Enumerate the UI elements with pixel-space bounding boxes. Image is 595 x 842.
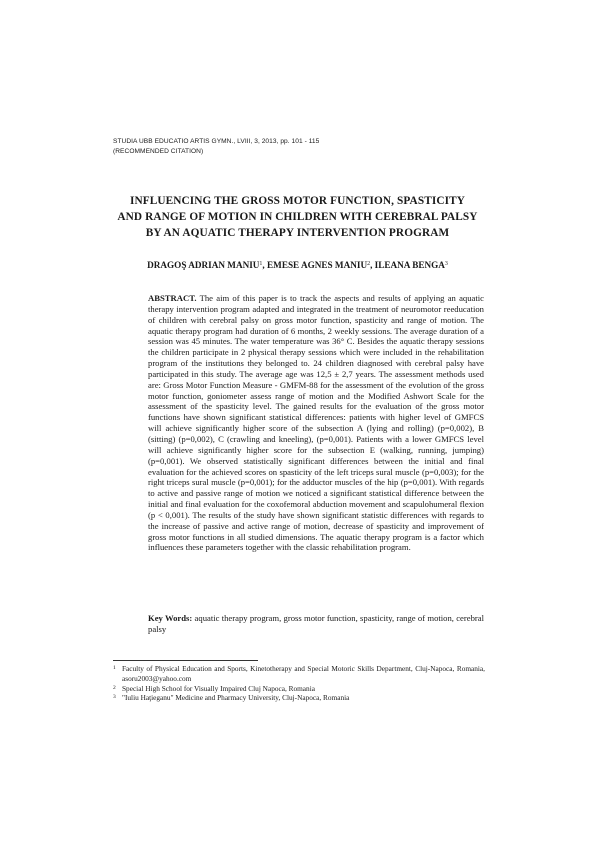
footnotes [113, 664, 485, 703]
author-list [100, 258, 495, 272]
author-separator: , [262, 260, 268, 270]
footnote-text: "Iuliu Haţieganu" Medicine and Pharmacy University, Cluj-Napoca, Romania [122, 693, 350, 703]
journal-citation: STUDIA UBB EDUCATIO ARTIS GYMN., LVIII, 3, 2013, pp. 101 - 115 [113, 138, 320, 145]
keywords [148, 613, 484, 635]
footnote-number: 3 [113, 694, 116, 701]
author-2-affiliation: 2 [367, 261, 371, 267]
keywords-label: Key Words: [148, 613, 193, 623]
author-separator: , [370, 260, 375, 270]
author-1-affiliation: 1 [259, 261, 263, 267]
journal-header [113, 137, 493, 156]
title-line-2: AND RANGE OF MOTION IN CHILDREN WITH CEREBRAL PALSY [117, 211, 478, 223]
footnote-text: Special High School for Visually Impaired Cluj Napoca, Romania [122, 683, 315, 693]
author-2: EMESE AGNES MANIU [267, 260, 368, 270]
abstract [148, 293, 484, 553]
abstract-text: The aim of this paper is to track the aspects and results of applying an aquatic therapy intervention program adapted and integrated in the treatment of neuromotor reeducation of children with cerebral palsy on gross motor function, spasticity and range of motion. The aquatic therapy program had duration of 6 months, 2 weekly sessions. The average duration of a session was 45 minutes. The water temperature was 36° C. Besides the aquatic therapy sessions the children participate in 2 physical therapy sessions which were included in the rehabilitation program of the institutions they belonged to. 24 children diagnosed with cerebral palsy have participated in this study. The average age was 12,5 ± 2,7 years. The assessment methods used are: Gross Motor Function Measure - GMFM-88 for the assessment of the evolution of the gross motor function, goniometer assess range of motion and the Modified Ashwort Scale for the assessment of the spasticity level. The gained results for the evaluation of the gross motor functions have shown significant statistical differences: patients with higher level of GMFCS will achieve significantly higher score of the subsection A (lying and rolling) (p=0,002), B (sitting) (p=0,002), C (crawling and kneeling), (p=0,001). Patients with a lower GMFCS level will achieve significantly higher score for the subsection E (walking, running, jumping) (p=0,001). We observed statistically significant differences between the initial and final evaluation for the achieved scores on spasticity of the left triceps sural muscle (p=0,003); for the right triceps sural muscle (p=0,001); for the adductor muscles of the hip (p=0,001). With regards to active and passive range of motion we noticed a significant statistical difference between the initial and final evaluation for the coxofemoral abduction movement and scapulohumeral flexion (p < 0,001). The results of the study have shown significant statistic differences with regards to the increase of passive and active range of motion, decrease of spasticity and improvement of gross motor functions in all studied dimensions. The aquatic therapy program is a factor which influences these parameters together with the classic rehabilitation program. [148, 293, 484, 553]
footnote-number: 1 [113, 665, 116, 671]
footnote-text: Faculty of Physical Education and Sports, Kinetotherapy and Special Motoric Skills Department, Cluj-Napoca, Romania, asoru2003@yahoo.com [122, 664, 485, 683]
footnote-number: 2 [113, 684, 116, 691]
footnote [113, 684, 485, 694]
abstract-label: ABSTRACT. [148, 293, 197, 303]
author-1: DRAGOŞ ADRIAN MANIU [147, 260, 260, 270]
citation-note: (RECOMMENDED CITATION) [113, 147, 204, 155]
footnote-divider [113, 660, 258, 661]
author-3-affiliation: 3 [444, 261, 448, 267]
title-line-3: BY AN AQUATIC THERAPY INTERVENTION PROGRAM [145, 227, 450, 239]
paper-title [100, 193, 495, 241]
title-line-1: INFLUENCING THE GROSS MOTOR FUNCTION, SPASTICITY [130, 195, 465, 207]
keywords-text: aquatic therapy program, gross motor function, spasticity, range of motion, cerebral palsy [148, 613, 484, 634]
footnote [113, 693, 485, 703]
footnote [113, 664, 485, 684]
author-3: ILEANA BENGA [374, 260, 445, 270]
